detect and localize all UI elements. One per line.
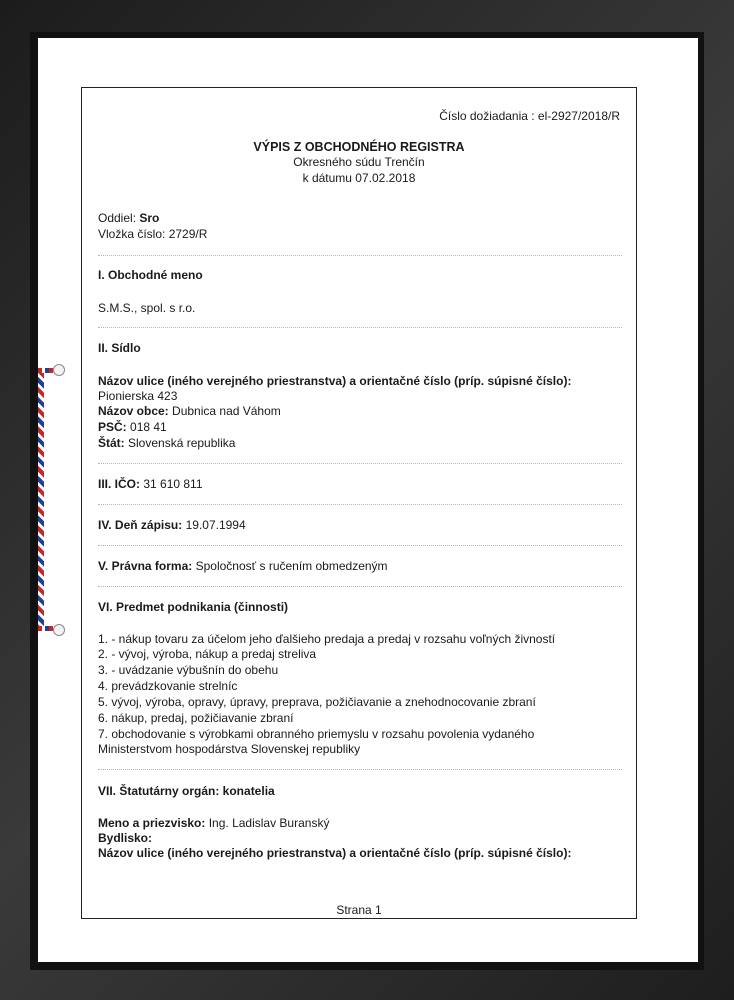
predmet-item: Ministerstvom hospodárstva Slovenskej republiky (98, 742, 361, 756)
oddiel-value: Sro (139, 211, 160, 225)
sidlo-psc-value: 018 41 (130, 420, 167, 434)
sidlo-street-value: Pionierska 423 (98, 389, 178, 403)
predmet-item: 6. nákup, predaj, požičiavanie zbraní (98, 711, 294, 725)
separator (98, 255, 622, 256)
predmet-item: 2. - vývoj, výroba, nákup a predaj streliva (98, 647, 317, 661)
den-zapisu-line (98, 518, 246, 533)
sidlo-city-label: Názov obce: (98, 404, 169, 418)
statutarny-street-label: Názov ulice (iného verejného priestranstva) a orientačné číslo (príp. súpisné číslo): (98, 846, 572, 860)
den-zapisu-label: IV. Deň zápisu: (98, 518, 183, 532)
statutarny-name-line (98, 816, 329, 831)
pravna-forma-line (98, 559, 388, 574)
separator (98, 545, 622, 546)
separator (98, 327, 622, 328)
oddiel-label: Oddiel: (98, 211, 137, 225)
ico-value: 31 610 811 (143, 477, 203, 491)
predmet-item: 7. obchodovanie s výrobkami obranného priemyslu v rozsahu povolenia vydaného (98, 727, 535, 741)
pravna-forma-label: V. Právna forma: (98, 559, 193, 573)
sidlo-psc-label: PSČ: (98, 420, 127, 434)
extract-date: k dátumu 07.02.2018 (302, 171, 416, 185)
separator (98, 769, 622, 770)
separator (98, 586, 622, 587)
document-title: VÝPIS Z OBCHODNÉHO REGISTRA (253, 140, 465, 154)
binding-hole-top (53, 364, 65, 376)
obchodne-meno-value: S.M.S., spol. s r.o. (98, 301, 196, 315)
statutarny-name-label: Meno a priezvisko: (98, 816, 206, 830)
sidlo-city-value: Dubnica nad Váhom (172, 404, 281, 418)
predmet-item: 1. - nákup tovaru za účelom jeho ďalšieho predaja a predaj v rozsahu voľných živností (98, 632, 556, 646)
pravna-forma-value: Spoločnosť s ručením obmedzeným (195, 559, 388, 573)
statutarny-heading: VII. Štatutárny orgán: konatelia (98, 784, 275, 798)
sidlo-state-line (98, 436, 235, 451)
den-zapisu-value: 19.07.1994 (185, 518, 246, 532)
separator (98, 463, 622, 464)
vlozka-number: Vložka číslo: 2729/R (98, 227, 208, 241)
sidlo-state-value: Slovenská republika (128, 436, 236, 450)
statutarny-bydlisko-label: Bydlisko: (98, 831, 153, 845)
sidlo-city-line (98, 404, 281, 419)
ico-line (98, 477, 203, 492)
binding-string (38, 368, 44, 630)
predmet-item: 4. prevádzkovanie strelníc (98, 679, 238, 693)
predmet-heading: VI. Predmet podnikania (činnosti) (98, 600, 289, 614)
court-name: Okresného súdu Trenčín (293, 155, 425, 169)
request-number: Číslo dožiadania : el-2927/2018/R (439, 109, 620, 123)
statutarny-name-value: Ing. Ladislav Buranský (208, 816, 330, 830)
oddiel-line (98, 211, 159, 226)
sidlo-psc-line (98, 420, 167, 435)
ico-label: III. IČO: (98, 477, 140, 491)
sidlo-street-label: Názov ulice (iného verejného priestranstva) a orientačné číslo (príp. súpisné číslo): (98, 374, 572, 388)
separator (98, 504, 622, 505)
predmet-item: 3. - uvádzanie výbušnín do obehu (98, 663, 279, 677)
obchodne-meno-heading: I. Obchodné meno (98, 268, 203, 282)
sidlo-heading: II. Sídlo (98, 341, 141, 355)
page-number: Strana 1 (336, 903, 382, 917)
predmet-item: 5. vývoj, výroba, opravy, úpravy, preprava, požičiavanie a znehodnocovanie zbraní (98, 695, 536, 709)
sidlo-state-label: Štát: (98, 436, 125, 450)
binding-hole-bottom (53, 624, 65, 636)
